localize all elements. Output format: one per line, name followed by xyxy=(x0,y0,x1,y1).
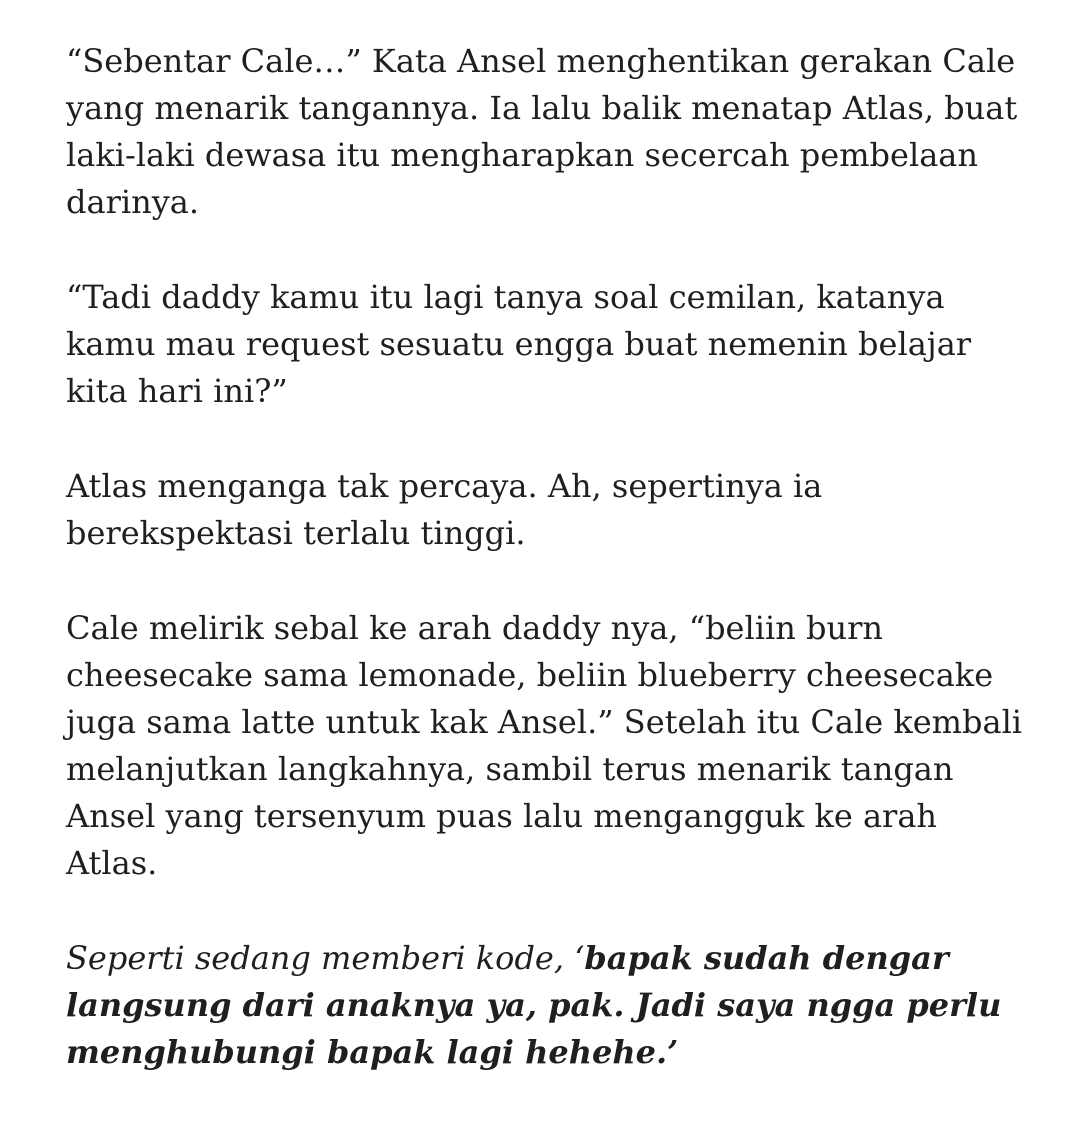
paragraph-2: “Tadi daddy kamu itu lagi tanya soal cemilan, katanya kamu mau request sesuatu engga buat nemenin belajar kita hari ini?” xyxy=(66,278,972,410)
closing-paragraph xyxy=(66,935,1026,1076)
story-text xyxy=(66,38,1026,1076)
paragraph-1: “Sebentar Cale…” Kata Ansel menghentikan gerakan Cale yang menarik tangannya. Ia lalu balik menatap Atlas, buat laki-laki dewasa itu mengharapkan secercah pembelaan darinya. xyxy=(66,42,1018,221)
paragraph-3: Atlas menganga tak percaya. Ah, sepertinya ia berekspektasi terlalu tinggi. xyxy=(66,467,823,552)
closing-bold-italic-text: bapak sudah dengar langsung dari anaknya ya, pak. Jadi saya ngga perlu menghubungi bapak lagi hehehe.’ xyxy=(66,939,1002,1071)
closing-italic-text: Seperti sedang memberi kode, ‘ xyxy=(66,939,585,977)
paragraph-4: Cale melirik sebal ke arah daddy nya, “beliin burn cheesecake sama lemonade, beliin blueberry cheesecake juga sama latte untuk kak Ansel.” Setelah itu Cale kembali melanjutkan langkahnya, sambil terus menarik tangan Ansel yang tersenyum puas lalu mengangguk ke arah Atlas. xyxy=(66,609,1023,882)
